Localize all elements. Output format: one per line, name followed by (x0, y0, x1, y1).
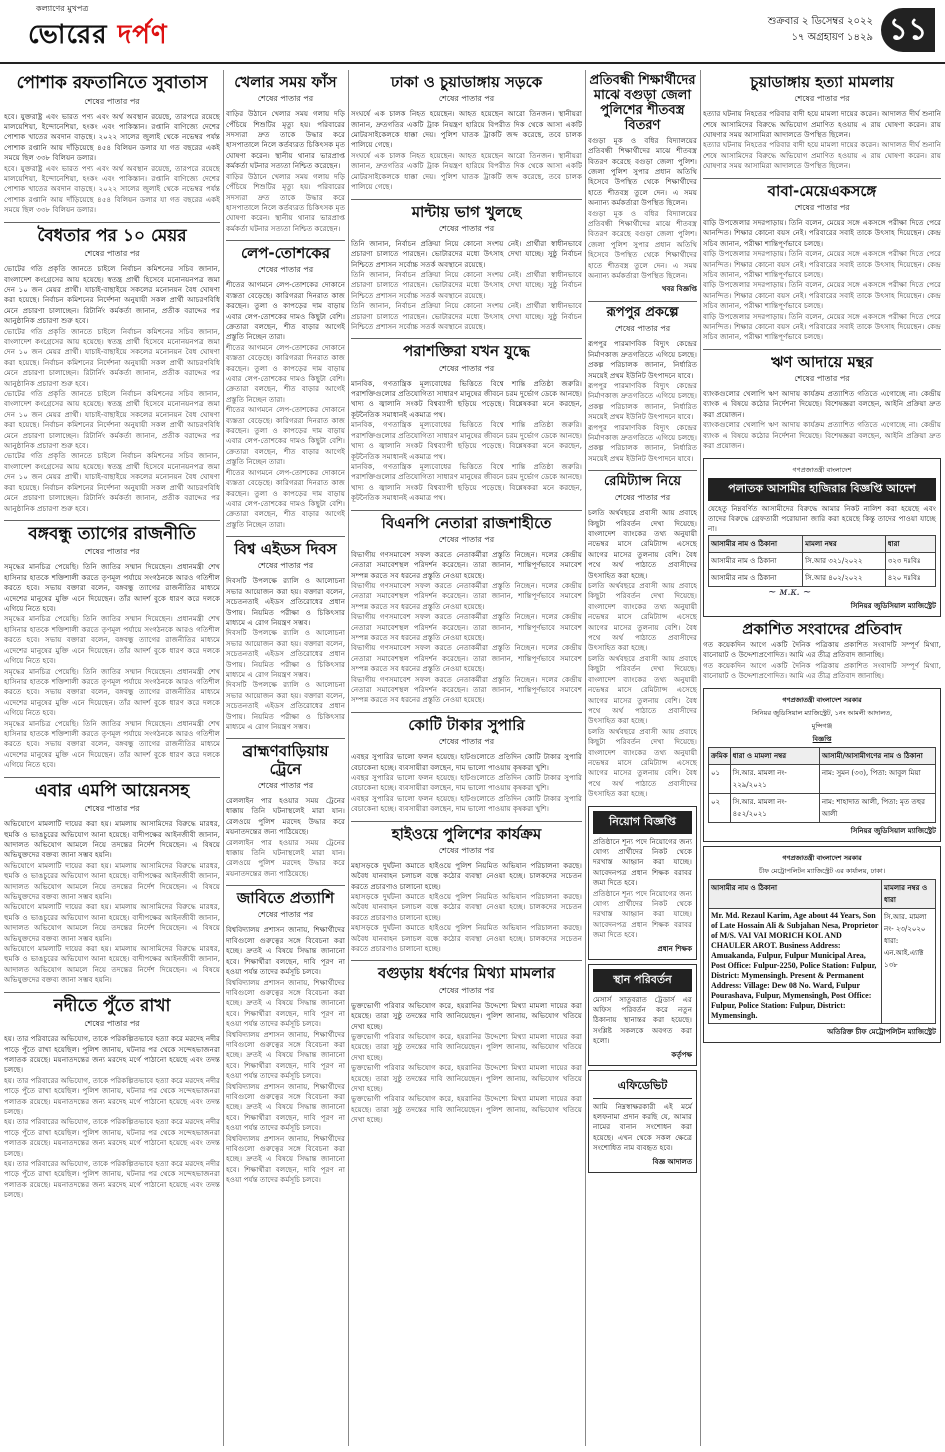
relocation-notice-signature: কর্তৃপক্ষ (671, 1049, 692, 1059)
story-rooppur (588, 306, 697, 464)
story-body: ব্যাংকগুলোর খেলাপি ঋণ আদায় কার্যক্রম প্রত্যাশিত গতিতে এগোচ্ছে না। কেন্দ্রীয় ব্যাংক এ বিষয়ে কঠোর নির্দেশনা দিয়েছে। বিশেষজ্ঞরা বলছেন, আইনি প্রক্রিয়া দ্রুত করা প্রয়োজন। (703, 420, 941, 451)
story-body: হত্যার ঘটনায় নিহতের পরিবার বাদী হয়ে মামলা দায়ের করেন। আদালত দীর্ঘ শুনানি শেষে আসামিদের বিরুদ্ধে অভিযোগ প্রমাণিত হওয়ায় এ রায় ঘোষণা করেন। রায় ঘোষণার সময় আসামিরা আদালতে উপস্থিত ছিলেন। (703, 140, 941, 171)
headline: বাবা-মেয়েএকসঙ্গে (767, 181, 877, 200)
story-body: হয়। তার পরিবারের অভিযোগ, তাকে পরিকল্পিতভাবে হত্যা করে মরদেহ নদীর পাড়ে পুঁতে রাখা হয়েছিল। পুলিশ জানায়, ঘটনার পর থেকে সন্দেহভাজনরা পলাতক রয়েছে। ময়নাতদন্তের জন্য মরদেহ মর্গে পাঠানো হয়েছে এবং তদন্ত চলছে। (4, 1117, 220, 1158)
story-body: গত কয়েকদিন আগে একটি দৈনিক পত্রিকায় প্রকাশিত সংবাদটি সম্পূর্ণ মিথ্যা, বানোয়াট ও উদ্দেশ্যপ্রণোদিত। আমি এর তীব্র প্রতিবাদ জানাচ্ছি। (703, 660, 941, 681)
relocation-notice-title: স্থান পরিবর্তন (593, 969, 692, 992)
story-separator (351, 821, 582, 822)
affidavit-notice-title: এফিডেভিট (593, 1075, 692, 1099)
table-cell: সি.আর. মামলা নং- ২২৯/২০২১ (730, 764, 819, 793)
story-body: অভিযোগে মামলাটি দায়ের করা হয়। মামলায় আসামিদের বিরুদ্ধে মারধর, হুমকি ও ভাঙচুরের অভিযোগ আনা হয়েছে। বাদীপক্ষের আইনজীবী জানান, আদালত অভিযোগ আমলে নিয়ে তদন্তের নির্দেশ দিয়েছেন। এ বিষয়ে অভিযুক্তদের বক্তব্য জানা সম্ভব হয়নি। (4, 902, 220, 943)
story-separator (226, 536, 345, 537)
headline: বগুড়ায় ধর্ষণের মিথ্যা মামলার (377, 964, 556, 983)
story-body: বিশ্ববিদ্যালয় প্রশাসন জানায়, শিক্ষার্থীদের দাবিগুলো গুরুত্বের সঙ্গে বিবেচনা করা হচ্ছে। দ্রুতই এ বিষয়ে সিদ্ধান্ত জানানো হবে। শিক্ষার্থীরা বলছেন, দাবি পূরণ না হওয়া পর্যন্ত তাদের কর্মসূচি চলবে। (226, 925, 345, 977)
story-mayor (4, 227, 220, 514)
continuation-note: শেষের পাতার পর (84, 547, 140, 557)
story-body: বাড়ি উপজেলার সদরপাড়ায়। তিনি বলেন, মেয়ের সঙ্গে একসঙ্গে পরীক্ষা দিতে পেরে আনন্দিত। শিক্ষার কোনো বয়স নেই। পরিবারের সবাই তাকে উৎসাহ দিয়েছেন। কেন্দ্র সচিব জানান, পরীক্ষা শান্তিপূর্ণভাবে চলছে। (703, 311, 941, 342)
story-body: গত কয়েকদিন আগে একটি দৈনিক পত্রিকায় প্রকাশিত সংবাদটি সম্পূর্ণ মিথ্যা, বানোয়াট ও উদ্দেশ্যপ্রণোদিত। আমি এর তীব্র প্রতিবাদ জানাচ্ছি। (703, 639, 941, 660)
story-body: ভোটের গতি প্রকৃতি জানতে চাইলে নির্বাচন কমিশনের সচিব জানান, বাংলাদেশ কংগ্রেসের আয় হয়েছে। স্বতন্ত্র প্রার্থী হিসেবে মনোনয়নপত্র জমা দেন ১০ জন মেয়র প্রার্থী। যাচাই-বাছাইয়ে সকলের মনোনয়ন বৈধ ঘোষণা করা হয়েছে। নির্বাচন কমিশনের নির্দেশনা অনুযায়ী সকল প্রার্থী আচরণবিধি মেনে প্রচারণা চালাচ্ছেন। রিটার্নিং কর্মকর্তা জানান, প্রতীক বরাদ্দের পর আনুষ্ঠানিক প্রচারণা শুরু হবে। (4, 451, 220, 513)
story-garment-export (4, 74, 220, 216)
story-body: ভোটের গতি প্রকৃতি জানতে চাইলে নির্বাচন কমিশনের সচিব জানান, বাংলাদেশ কংগ্রেসের আয় হয়েছে। স্বতন্ত্র প্রার্থী হিসেবে মনোনয়নপত্র জমা দেন ১০ জন মেয়র প্রার্থী। যাচাই-বাছাইয়ে সকলের মনোনয়ন বৈধ ঘোষণা করা হয়েছে। নির্বাচন কমিশনের নির্দেশনা অনুযায়ী সকল প্রার্থী আচরণবিধি মেনে প্রচারণা চালাচ্ছেন। রিটার্নিং কর্মকর্তা জানান, প্রতীক বরাদ্দের পর আনুষ্ঠানিক প্রচারণা শুরু হবে। (4, 264, 220, 326)
story-separator (351, 960, 582, 961)
story-separator (4, 222, 220, 223)
metro-table (708, 879, 936, 1024)
story-bangabandhu (4, 525, 220, 771)
table-header: ধারা ও মামলা নম্বর (730, 747, 819, 764)
continuation-note: শেষের পাতার পর (438, 534, 495, 544)
story-separator (4, 992, 220, 993)
story-body: ভুক্তভোগী পরিবার অভিযোগ করে, হয়রানির উদ্দেশ্যে মিথ্যা মামলা দায়ের করা হয়েছে। তারা সুষ্ঠু তদন্তের দাবি জানিয়েছেন। পুলিশ জানায়, অভিযোগ খতিয়ে দেখা হচ্ছে। (351, 1063, 582, 1093)
continuation-note: শেষের পাতার পর (438, 845, 495, 855)
story-body: সমৃদ্ধের মানচিত্র পেয়েছি। তিনি জাতির সম্মান দিয়েছেন। প্রধানমন্ত্রী শেখ হাসিনার হাতকে শক্তিশালী করতে তৃণমূল পর্যায়ে সংগঠনকে আরও গতিশীল করতে হবে। সভায় বক্তারা বলেন, বঙ্গবন্ধু ত্যাগের রাজনীতির মাধ্যমে এদেশের মানুষের মুক্তি এনে দিয়েছেন। তাঁর আদর্শ বুকে ধারণ করে দলকে এগিয়ে নিতে হবে। (4, 614, 220, 666)
table-row (709, 764, 936, 793)
table-cell: সি.আর. মামলা নং- ৪৫২/২০২১ (730, 793, 819, 822)
story-quilt (226, 245, 345, 530)
headline: ঢাকা ও চুয়াডাঙ্গায় সড়কে (390, 73, 543, 91)
table-cell: আসামীর নাম ও ঠিকানা (709, 552, 803, 569)
court-place: মুন্সিগঞ্জ (811, 721, 833, 730)
newspaper-logo (28, 4, 168, 58)
court-signature: সিনিয়র জুডিসিয়াল ম্যাজিস্ট্রেট (850, 825, 936, 835)
continuation-note: শেষের পাতার পর (438, 985, 495, 995)
headline: নদীতে পুঁতে রাখা (53, 995, 171, 1016)
story-body: হয়। তার পরিবারের অভিযোগ, তাকে পরিকল্পিতভাবে হত্যা করে মরদেহ নদীর পাড়ে পুঁতে রাখা হয়েছিল। পুলিশ জানায়, ঘটনার পর থেকে সন্দেহভাজনরা পলাতক রয়েছে। ময়নাতদন্তের জন্য মরদেহ মর্গে পাঠানো হয়েছে এবং তদন্ত চলছে। (4, 1075, 220, 1117)
court-subheader: সিনিয়র জুডিসিয়াল ম্যাজিস্ট্রেট, ১নং আমলী আদালত, (751, 708, 893, 717)
page-number: ১১ (881, 8, 935, 52)
story-river (4, 997, 220, 1201)
table-row (709, 793, 936, 822)
masthead (0, 0, 945, 64)
story-body: অভিযোগে মামলাটি দায়ের করা হয়। মামলায় আসামিদের বিরুদ্ধে মারধর, হুমকি ও ভাঙচুরের অভিযোগ আনা হয়েছে। বাদীপক্ষের আইনজীবী জানান, আদালত অভিযোগ আমলে নিয়ে তদন্তের নির্দেশ দিয়েছেন। এ বিষয়ে অভিযুক্তদের বক্তব্য জানা সম্ভব হয়নি। (4, 819, 220, 860)
headline: ঋণ আদায়ে মন্থর (771, 352, 873, 371)
table-header: আসামী/আসামীগণের নাম ও ঠিকানা (819, 747, 935, 764)
headline: মান্টায় ভাগ খুলছে (411, 202, 522, 221)
continuation-note: শেষের পাতার পর (84, 1019, 140, 1029)
table-cell: ৪২০ দঃবিঃ (885, 569, 935, 586)
story-body: ভোটের গতি প্রকৃতি জানতে চাইলে নির্বাচন কমিশনের সচিব জানান, বাংলাদেশ কংগ্রেসের আয় হয়েছে। স্বতন্ত্র প্রার্থী হিসেবে মনোনয়নপত্র জমা দেন ১০ জন মেয়র প্রার্থী। যাচাই-বাছাইয়ে সকলের মনোনয়ন বৈধ ঘোষণা করা হয়েছে। নির্বাচন কমিশনের নির্দেশনা অনুযায়ী সকল প্রার্থী আচরণবিধি মেনে প্রচারণা চালাচ্ছেন। রিটার্নিং কর্মকর্তা জানান, প্রতীক বরাদ্দের পর আনুষ্ঠানিক প্রচারণা শুরু হবে। (4, 326, 220, 388)
column-divider (585, 70, 586, 1446)
story-body: বগুড়া মূক ও বধির বিদ্যালয়ের প্রতিবন্ধী শিক্ষার্থীদের মাঝে শীতবস্ত্র বিতরণ করেছে বগুড়া জেলা পুলিশ। জেলা পুলিশ সুপার প্রধান অতিথি হিসেবে উপস্থিত থেকে শিক্ষার্থীদের হাতে শীতবস্ত্র তুলে দেন। এ সময় অন্যান্য কর্মকর্তারা উপস্থিত ছিলেন। (588, 135, 697, 208)
job-notice-body: প্রতিষ্ঠানে শূন্য পদে নিয়োগের জন্য যোগ্য প্রার্থীদের নিকট থেকে দরখাস্ত আহ্বান করা যাচ্ছে। আবেদনপত্র প্রধান শিক্ষক বরাবর জমা দিতে হবে। (593, 836, 692, 888)
story-body: শীতের আগমনে লেপ-তোশকের দোকানে ব্যস্ততা বেড়েছে। কারিগররা দিনরাত কাজ করছেন। তুলা ও কাপড়ের দাম বাড়ায় এবার লেপ-তোশকের দামও কিছুটা বেশি। ক্রেতারা বলছেন, শীত বাড়ার আগেই প্রস্তুতি নিচ্ছেন তারা। (226, 280, 345, 342)
story-body: মানবিক, গণতান্ত্রিক মূল্যবোধের ভিত্তিতে বিশ্বে শান্তি প্রতিষ্ঠা জরুরি। পরাশক্তিগুলোর প্রতিযোগিতা সাধারণ মানুষের জীবনে চরম দুর্ভোগ ডেকে আনছে। খাদ্য ও জ্বালানি সংকট বিশ্বব্যাপী ছড়িয়ে পড়েছে। বিশ্লেষকরা মনে করছেন, কূটনৈতিক সমাধানই একমাত্র পথ। (351, 378, 582, 419)
logo-tagline: কল্যাণের মুখপত্র (36, 4, 89, 13)
headline: বৈধতার পর ১০ মেয়র (37, 225, 187, 246)
headline: পোশাক রফতানিতে সুবাতাস (16, 73, 208, 93)
story-body: রূপপুর পারমাণবিক বিদ্যুৎ কেন্দ্রের নির্মাণকাজ দ্রুতগতিতে এগিয়ে চলছে। প্রকল্প পরিচালক জানান, নির্ধারিত সময়েই প্রথম ইউনিট উৎপাদনে যাবে। (588, 422, 697, 463)
story-body: তিনি জানান, নির্বাচন প্রক্রিয়া নিয়ে কোনো সংশয় নেই। প্রার্থীরা স্বাধীনভাবে প্রচারণা চালাতে পারছেন। ভোটারদের মধ্যে উৎসাহ দেখা যাচ্ছে। সুষ্ঠু নির্বাচন নিশ্চিতে প্রশাসন সর্বোচ্চ সতর্ক অবস্থানে রয়েছে। (351, 301, 582, 331)
story-body: ভুক্তভোগী পরিবার অভিযোগ করে, হয়রানির উদ্দেশ্যে মিথ্যা মামলা দায়ের করা হয়েছে। তারা সুষ্ঠু তদন্তের দাবি জানিয়েছেন। পুলিশ জানায়, অভিযোগ খতিয়ে দেখা হচ্ছে। (351, 1031, 582, 1062)
story-malta (351, 204, 582, 333)
headline: পরাশক্তিরা যখন যুদ্ধে (403, 342, 530, 361)
headline: প্রকাশিত সংবাদের প্রতিবাদ (742, 619, 902, 638)
continuation-note: শেষের পাতার পর (257, 94, 314, 104)
table-header: মামলার নম্বর ও ধারা (882, 879, 936, 908)
story-body: সমৃদ্ধের মানচিত্র পেয়েছি। তিনি জাতির সম্মান দিয়েছেন। প্রধানমন্ত্রী শেখ হাসিনার হাতকে শক্তিশালী করতে তৃণমূল পর্যায়ে সংগঠনকে আরও গতিশীল করতে হবে। সভায় বক্তারা বলেন, বঙ্গবন্ধু ত্যাগের রাজনীতির মাধ্যমে এদেশের মানুষের মুক্তি এনে দিয়েছেন। তাঁর আদর্শ বুকে ধারণ করে দলকে এগিয়ে নিতে হবে। (4, 718, 220, 770)
story-body: বাড়ির উঠানে খেলার সময় গলায় দড়ি পেঁচিয়ে শিশুটির মৃত্যু হয়। পরিবারের সদস্যরা দ্রুত তাকে উদ্ধার করে হাসপাতালে নিলে কর্তব্যরত চিকিৎসক মৃত ঘোষণা করেন। স্থানীয় থানার ভারপ্রাপ্ত কর্মকর্তা ঘটনার সত্যতা নিশ্চিত করেছেন। (226, 109, 345, 171)
story-body: বিভাগীয় গণসমাবেশ সফল করতে নেতাকর্মীরা প্রস্তুতি নিচ্ছেন। দলের কেন্দ্রীয় নেতারা সমাবেশস্থল পরিদর্শন করেছেন। তারা জানান, শান্তিপূর্ণভাবে সমাবেশ সম্পন্ন করতে সব ধরনের প্রস্তুতি নেওয়া হয়েছে। (351, 674, 582, 705)
logo-part2: দর্পণ (117, 20, 168, 50)
story-aids-day (226, 541, 345, 732)
story-separator (703, 349, 941, 350)
story-body: শীতের আগমনে লেপ-তোশকের দোকানে ব্যস্ততা বেড়েছে। কারিগররা দিনরাত কাজ করছেন। তুলা ও কাপড়ের দাম বাড়ায় এবার লেপ-তোশকের দামও কিছুটা বেশি। ক্রেতারা বলছেন, শীত বাড়ার আগেই প্রস্তুতি নিচ্ছেন তারা। (226, 467, 345, 529)
metro-subheader: চীফ মেট্রোপলিটন ম্যাজিস্ট্রেট এর কার্যালয়, ঢাকা। (758, 866, 886, 875)
job-notice-title: নিয়োগ বিজ্ঞপ্তি (593, 811, 692, 834)
court-header: গণপ্রজাতন্ত্রী বাংলাদেশ সরকার (782, 695, 862, 704)
story-separator (351, 199, 582, 200)
story-loan-recovery (703, 354, 941, 452)
story-body: চলতি অর্থবছরে প্রবাসী আয় প্রবাহে কিছুটা পরিবর্তন দেখা দিয়েছে। বাংলাদেশ ব্যাংকের তথ্য অনুযায়ী নভেম্বর মাসে রেমিট্যান্স এসেছে আগের মাসের তুলনায় বেশি। বৈধ পথে অর্থ পাঠাতে প্রবাসীদের উৎসাহিত করা হচ্ছে। (588, 581, 697, 653)
column-4 (588, 70, 697, 1446)
continuation-note: শেষের পাতার পর (438, 94, 495, 104)
story-separator (226, 885, 345, 886)
table-cell: ০১ (709, 764, 731, 793)
table-row (709, 552, 936, 569)
story-body: বিভাগীয় গণসমাবেশ সফল করতে নেতাকর্মীরা প্রস্তুতি নিচ্ছেন। দলের কেন্দ্রীয় নেতারা সমাবেশস্থল পরিদর্শন করেছেন। তারা জানান, শান্তিপূর্ণভাবে সমাবেশ সম্পন্ন করতে সব ধরনের প্রস্তুতি নেওয়া হয়েছে। (351, 643, 582, 674)
story-body: দিবসটি উপলক্ষে র‌্যালি ও আলোচনা সভার আয়োজন করা হয়। বক্তারা বলেন, সচেতনতাই এইডস প্রতিরোধের প্রধান উপায়। নিয়মিত পরীক্ষা ও চিকিৎসার মাধ্যমে এ রোগ নিয়ন্ত্রণ সম্ভব। (226, 680, 345, 732)
notice-body: যেহেতু নিম্নবর্ণিত আসামীদের বিরুদ্ধে আমার নিকট নালিশ করা হয়েছে এবং তাদের বিরুদ্ধে গ্রেফতারী পরোয়ানা জারি করা হয়েছে কিন্তু তাদের পাওয়া যাচ্ছে না। (708, 503, 936, 534)
story-remittance (588, 475, 697, 799)
story-separator (351, 712, 582, 713)
continuation-note: শেষের পাতার পর (84, 804, 140, 814)
handwritten-signature: ~ ᴍ.ᴋ. ~ (768, 586, 812, 598)
continuation-note: শেষের পাতার পর (257, 265, 314, 275)
continuation-note: শেষের পাতার পর (257, 561, 314, 571)
story-body: মানবিক, গণতান্ত্রিক মূল্যবোধের ভিত্তিতে বিশ্বে শান্তি প্রতিষ্ঠা জরুরি। পরাশক্তিগুলোর প্রতিযোগিতা সাধারণ মানুষের জীবনে চরম দুর্ভোগ ডেকে আনছে। খাদ্য ও জ্বালানি সংকট বিশ্বব্যাপী ছড়িয়ে পড়েছে। বিশ্লেষকরা মনে করছেন, কূটনৈতিক সমাধানই একমাত্র পথ। (351, 461, 582, 503)
column-2 (226, 70, 345, 1446)
column-5 (703, 70, 941, 1446)
story-false-case (351, 965, 582, 1125)
story-body: রেললাইন পার হওয়ার সময় ট্রেনের ধাক্কায় তিনি ঘটনাস্থলেই মারা যান। রেলওয়ে পুলিশ মরদেহ উদ্ধার করে ময়নাতদন্তের জন্য পাঠিয়েছে। (226, 837, 345, 878)
table-cell: নাম: সুমন (৩৩), পিতা: আবুল মিয়া (819, 764, 935, 793)
affidavit-notice-signature: বিজ্ঞ আদালত (652, 1156, 692, 1166)
column-divider (348, 70, 349, 1446)
headline: বিএনপি নেতারা রাজশাহীতে (381, 513, 552, 532)
story-body: এবছর সুপারির ভালো ফলন হয়েছে। হাটগুলোতে প্রতিদিন কোটি টাকার সুপারি বেচাকেনা হচ্ছে। ব্যবসায়ীরা বলছেন, দাম ভালো পাওয়ায় কৃষকরা খুশি। (351, 772, 582, 793)
story-separator (226, 240, 345, 241)
continuation-note: শেষের পাতার পর (794, 202, 850, 212)
story-superpowers (351, 343, 582, 503)
affidavit-notice (588, 1070, 697, 1173)
column-3 (351, 70, 582, 1446)
story-body: বিশ্ববিদ্যালয় প্রশাসন জানায়, শিক্ষার্থীদের দাবিগুলো গুরুত্বের সঙ্গে বিবেচনা করা হচ্ছে। দ্রুতই এ বিষয়ে সিদ্ধান্ত জানানো হবে। শিক্ষার্থীরা বলছেন, দাবি পূরণ না হওয়া পর্যন্ত তাদের কর্মসূচি চলবে। (226, 1081, 345, 1133)
story-body: হবে। যুক্তরাষ্ট্র এবং ভারত পণ্য এবং অর্থ অবস্থান রয়েছে, তারপরে রয়েছে মালয়েশিয়া, ইন্দোনেশিয়া, হংকং এবং পাকিস্তান। রপ্তানি বাণিজ্যে দেশের পোশাক খাতের অবদান বাড়ছে। ২০২২ সালের জুলাই থেকে নভেম্বর পর্যন্ত পোশাক রপ্তানি আয় দাঁড়িয়েছে ৪৫৪ বিলিয়ন ডলার যা গত বছরের একই সময়ে ছিল ৩৩৮ বিলিয়ন ডলার। (4, 163, 220, 215)
table-cell: সি.আর. মামলা নং- ২৩/২০২০ ধারা: এন.আই.এ্যাক্ট ১৩৮ (882, 908, 936, 1023)
story-body: বাড়ি উপজেলার সদরপাড়ায়। তিনি বলেন, মেয়ের সঙ্গে একসঙ্গে পরীক্ষা দিতে পেরে আনন্দিত। শিক্ষার কোনো বয়স নেই। পরিবারের সবাই তাকে উৎসাহ দিয়েছেন। কেন্দ্র সচিব জানান, পরীক্ষা শান্তিপূর্ণভাবে চলছে। (703, 280, 941, 311)
absconding-accused-notice (703, 458, 941, 617)
table-header: আসামীর নাম ও ঠিকানা (709, 535, 803, 552)
headline: বিশ্ব এইডস দিবস (234, 540, 337, 559)
story-body: ভোটের গতি প্রকৃতি জানতে চাইলে নির্বাচন কমিশনের সচিব জানান, বাংলাদেশ কংগ্রেসের আয় হয়েছে। স্বতন্ত্র প্রার্থী হিসেবে মনোনয়নপত্র জমা দেন ১০ জন মেয়র প্রার্থী। যাচাই-বাছাইয়ে সকলের মনোনয়ন বৈধ ঘোষণা করা হয়েছে। নির্বাচন কমিশনের নির্দেশনা অনুযায়ী সকল প্রার্থী আচরণবিধি মেনে প্রচারণা চালাচ্ছেন। রিটার্নিং কর্মকর্তা জানান, প্রতীক বরাদ্দের পর আনুষ্ঠানিক প্রচারণা শুরু হবে। (4, 389, 220, 451)
story-body: বাড়ি উপজেলার সদরপাড়ায়। তিনি বলেন, মেয়ের সঙ্গে একসঙ্গে পরীক্ষা দিতে পেরে আনন্দিত। শিক্ষার কোনো বয়স নেই। পরিবারের সবাই তাকে উৎসাহ দিয়েছেন। কেন্দ্র সচিব জানান, পরীক্ষা শান্তিপূর্ণভাবে চলছে। (703, 217, 941, 248)
dateline (768, 14, 873, 46)
story-body: চলতি অর্থবছরে প্রবাসী আয় প্রবাহে কিছুটা পরিবর্তন দেখা দিয়েছে। বাংলাদেশ ব্যাংকের তথ্য অনুযায়ী নভেম্বর মাসে রেমিট্যান্স এসেছে আগের মাসের তুলনায় বেশি। বৈধ পথে অর্থ পাঠাতে প্রবাসীদের উৎসাহিত করা হচ্ছে। (588, 726, 697, 799)
story-body: হয়। তার পরিবারের অভিযোগ, তাকে পরিকল্পিতভাবে হত্যা করে মরদেহ নদীর পাড়ে পুঁতে রাখা হয়েছিল। পুলিশ জানায়, ঘটনার পর থেকে সন্দেহভাজনরা পলাতক রয়েছে। ময়নাতদন্তের জন্য মরদেহ মর্গে পাঠানো হয়েছে এবং তদন্ত চলছে। (4, 1034, 220, 1075)
story-body: হত্যার ঘটনায় নিহতের পরিবার বাদী হয়ে মামলা দায়ের করেন। আদালত দীর্ঘ শুনানি শেষে আসামিদের বিরুদ্ধে অভিযোগ প্রমাণিত হওয়ায় এ রায় ঘোষণা করেন। রায় ঘোষণার সময় আসামিরা আদালতে উপস্থিত ছিলেন। (703, 109, 941, 140)
notice-header: গণপ্রজাতন্ত্রী বাংলাদেশ (792, 465, 852, 474)
table-cell: সি.আর ৩২১/২০২২ (803, 552, 886, 569)
story-body: হবে। যুক্তরাষ্ট্র এবং ভারত পণ্য এবং অর্থ অবস্থান রয়েছে, তারপরে রয়েছে মালয়েশিয়া, ইন্দোনেশিয়া, হংকং এবং পাকিস্তান। রপ্তানি বাণিজ্যে দেশের পোশাক খাতের অবদান বাড়ছে। ২০২২ সালের জুলাই থেকে নভেম্বর পর্যন্ত পোশাক রপ্তানি আয় দাঁড়িয়েছে ৪৫৪ বিলিয়ন ডলার যা গত বছরের একই সময়ে ছিল ৩৩৮ বিলিয়ন ডলার। (4, 111, 220, 163)
story-body: সংঘর্ষে এক চালক নিহত হয়েছেন। আহত হয়েছেন আরো তিনজন। স্থানীয়রা জানান, দ্রুতগতির একটি ট্রাক নিয়ন্ত্রণ হারিয়ে বিপরীত দিক থেকে আসা একটি মোটরসাইকেলকে ধাক্কা দেয়। পুলিশ ঘাতক ট্রাকটি জব্দ করেছে, তবে চালক পালিয়ে গেছে। (351, 150, 582, 192)
continuation-note: শেষের পাতার পর (794, 94, 850, 104)
continuation-note: শেষের পাতার পর (438, 363, 495, 373)
story-body: সংঘর্ষে এক চালক নিহত হয়েছেন। আহত হয়েছেন আরো তিনজন। স্থানীয়রা জানান, দ্রুতগতির একটি ট্রাক নিয়ন্ত্রণ হারিয়ে বিপরীত দিক থেকে আসা একটি মোটরসাইকেলকে ধাক্কা দেয়। পুলিশ ঘাতক ট্রাকটি জব্দ করেছে, তবে চালক পালিয়ে গেছে। (351, 109, 582, 150)
relocation-notice (588, 964, 697, 1066)
continuation-note: শেষের পাতার পর (794, 374, 850, 384)
story-bnp-rajshahi (351, 515, 582, 706)
continuation-note: শেষের পাতার পর (257, 780, 314, 790)
continuation-note: শেষের পাতার পর (614, 493, 671, 503)
headline: হাইওয়ে পুলিশের কার্যক্রম (391, 824, 542, 843)
story-separator (4, 520, 220, 521)
notice-title: পলাতক আসামীর হাজিরার বিজ্ঞপ্তি আদেশ (708, 478, 936, 501)
headline: রেমিট্যান্স নিয়ে (603, 474, 682, 490)
table-cell: ৩২৩ দঃবিঃ (885, 552, 935, 569)
story-winter-clothes (588, 74, 697, 295)
job-notice-body: প্রতিষ্ঠানে শূন্য পদে নিয়োগের জন্য যোগ্য প্রার্থীদের নিকট থেকে দরখাস্ত আহ্বান করা যাচ্ছে। আবেদনপত্র প্রধান শিক্ষক বরাবর জমা দিতে হবে। (593, 888, 692, 940)
story-body: সমৃদ্ধের মানচিত্র পেয়েছি। তিনি জাতির সম্মান দিয়েছেন। প্রধানমন্ত্রী শেখ হাসিনার হাতকে শক্তিশালী করতে তৃণমূল পর্যায়ে সংগঠনকে আরও গতিশীল করতে হবে। সভায় বক্তারা বলেন, বঙ্গবন্ধু ত্যাগের রাজনীতির মাধ্যমে এদেশের মানুষের মুক্তি এনে দিয়েছেন। তাঁর আদর্শ বুকে ধারণ করে দলকে এগিয়ে নিতে হবে। (4, 562, 220, 614)
news-release-tag: খবর বিজ্ঞপ্তি (661, 284, 697, 294)
story-separator (351, 338, 582, 339)
column-divider (700, 70, 701, 1446)
story-body: রূপপুর পারমাণবিক বিদ্যুৎ কেন্দ্রের নির্মাণকাজ দ্রুতগতিতে এগিয়ে চলছে। প্রকল্প পরিচালক জানান, নির্ধারিত সময়েই প্রথম ইউনিট উৎপাদনে যাবে। (588, 339, 697, 380)
notice-signature: সিনিয়র জুডিসিয়াল ম্যাজিস্ট্রেট (850, 600, 936, 610)
table-header: ধারা (885, 535, 935, 552)
table-cell: আসামীর নাম ও ঠিকানা (709, 569, 803, 586)
column-divider (223, 70, 224, 1446)
court-label: বিজ্ঞপ্তি (812, 734, 832, 743)
table-header: আসামীর নাম ও ঠিকানা (709, 879, 882, 908)
story-separator (703, 178, 941, 179)
headline: এবার এমপি আয়েনসহ (34, 780, 190, 801)
table-row (709, 569, 936, 586)
story-jabi (226, 890, 345, 1185)
story-body: অভিযোগে মামলাটি দায়ের করা হয়। মামলায় আসামিদের বিরুদ্ধে মারধর, হুমকি ও ভাঙচুরের অভিযোগ আনা হয়েছে। বাদীপক্ষের আইনজীবী জানান, আদালত অভিযোগ আমলে নিয়ে তদন্তের নির্দেশ দিয়েছেন। এ বিষয়ে অভিযুক্তদের বক্তব্য জানা সম্ভব হয়নি। (4, 944, 220, 985)
accused-table (708, 535, 936, 587)
story-body: তিনি জানান, নির্বাচন প্রক্রিয়া নিয়ে কোনো সংশয় নেই। প্রার্থীরা স্বাধীনভাবে প্রচারণা চালাতে পারছেন। ভোটারদের মধ্যে উৎসাহ দেখা যাচ্ছে। সুষ্ঠু নির্বাচন নিশ্চিতে প্রশাসন সর্বোচ্চ সতর্ক অবস্থানে রয়েছে। (351, 238, 582, 269)
story-body: বিভাগীয় গণসমাবেশ সফল করতে নেতাকর্মীরা প্রস্তুতি নিচ্ছেন। দলের কেন্দ্রীয় নেতারা সমাবেশস্থল পরিদর্শন করেছেন। তারা জানান, শান্তিপূর্ণভাবে সমাবেশ সম্পন্ন করতে সব ধরনের প্রস্তুতি নেওয়া হয়েছে। (351, 612, 582, 643)
story-body: দিবসটি উপলক্ষে র‌্যালি ও আলোচনা সভার আয়োজন করা হয়। বক্তারা বলেন, সচেতনতাই এইডস প্রতিরোধের প্রধান উপায়। নিয়মিত পরীক্ষা ও চিকিৎসার মাধ্যমে এ রোগ নিয়ন্ত্রণ সম্ভব। (226, 628, 345, 680)
story-body: রেললাইন পার হওয়ার সময় ট্রেনের ধাক্কায় তিনি ঘটনাস্থলেই মারা যান। রেলওয়ে পুলিশ মরদেহ উদ্ধার করে ময়নাতদন্তের জন্য পাঠিয়েছে। (226, 795, 345, 837)
story-body: হয়। তার পরিবারের অভিযোগ, তাকে পরিকল্পিতভাবে হত্যা করে মরদেহ নদীর পাড়ে পুঁতে রাখা হয়েছিল। পুলিশ জানায়, ঘটনার পর থেকে সন্দেহভাজনরা পলাতক রয়েছে। ময়নাতদন্তের জন্য মরদেহ মর্গে পাঠানো হয়েছে এবং তদন্ত চলছে। (4, 1159, 220, 1200)
headline: চুয়াডাঙ্গায় হত্যা মামলায় (750, 73, 894, 91)
metro-header: গণপ্রজাতন্ত্রী বাংলাদেশ সরকার (782, 853, 862, 862)
story-body: রূপপুর পারমাণবিক বিদ্যুৎ কেন্দ্রের নির্মাণকাজ দ্রুতগতিতে এগিয়ে চলছে। প্রকল্প পরিচালক জানান, নির্ধারিত সময়েই প্রথম ইউনিট উৎপাদনে যাবে। (588, 381, 697, 422)
metro-signature: অতিরিক্ত চীফ মেট্রোপলিটন ম্যাজিস্ট্রেট (827, 1026, 936, 1036)
story-body: ব্যাংকগুলোর খেলাপি ঋণ আদায় কার্যক্রম প্রত্যাশিত গতিতে এগোচ্ছে না। কেন্দ্রীয় ব্যাংক এ বিষয়ে কঠোর নির্দেশনা দিয়েছে। বিশেষজ্ঞরা বলছেন, আইনি প্রক্রিয়া দ্রুত করা প্রয়োজন। (703, 389, 941, 419)
story-body: শীতের আগমনে লেপ-তোশকের দোকানে ব্যস্ততা বেড়েছে। কারিগররা দিনরাত কাজ করছেন। তুলা ও কাপড়ের দাম বাড়ায় এবার লেপ-তোশকের দামও কিছুটা বেশি। ক্রেতারা বলছেন, শীত বাড়ার আগেই প্রস্তুতি নিচ্ছেন তারা। (226, 405, 345, 467)
table-cell: Mr. Md. Rezaul Karim, Age about 44 Years, Son of Late Hossain Ali & Subjahan Nesa, Proprietor of M/S. VAI VAI MORICH KOL AND CHAULER AROT. Business Address: Amuakanda, Fulpur, Fulpur Municipal Area, Post Office: Fulpur-2250, Police Station: Fulpur, District: Mymensingh. Present & Permanent Address: Village: Dew 08 No. Ward, Fulpur Pourashava, Fulpur, Mymensingh, Post Office: Fulpur, Police Station: Fulpur, District: Mymensingh. (709, 908, 882, 1023)
story-body: শীতের আগমনে লেপ-তোশকের দোকানে ব্যস্ততা বেড়েছে। কারিগররা দিনরাত কাজ করছেন। তুলা ও কাপড়ের দাম বাড়ায় এবার লেপ-তোশকের দামও কিছুটা বেশি। ক্রেতারা বলছেন, শীত বাড়ার আগেই প্রস্তুতি নিচ্ছেন তারা। (226, 342, 345, 404)
story-body: ভুক্তভোগী পরিবার অভিযোগ করে, হয়রানির উদ্দেশ্যে মিথ্যা মামলা দায়ের করা হয়েছে। তারা সুষ্ঠু তদন্তের দাবি জানিয়েছেন। পুলিশ জানায়, অভিযোগ খতিয়ে দেখা হচ্ছে। (351, 1000, 582, 1031)
relocation-notice-body: মেসার্স সাতুবরাত ট্রেডার্স এর অফিস পরিবর্তন করে নতুন ঠিকানায় স্থানান্তর করা হয়েছে। সংশ্লিষ্ট সকলকে অবগত করা হলো। (593, 994, 692, 1046)
story-body: বাড়ি উপজেলার সদরপাড়ায়। তিনি বলেন, মেয়ের সঙ্গে একসঙ্গে পরীক্ষা দিতে পেরে আনন্দিত। শিক্ষার কোনো বয়স নেই। পরিবারের সবাই তাকে উৎসাহ দিয়েছেন। কেন্দ্র সচিব জানান, পরীক্ষা শান্তিপূর্ণভাবে চলছে। (703, 249, 941, 279)
story-body: বিশ্ববিদ্যালয় প্রশাসন জানায়, শিক্ষার্থীদের দাবিগুলো গুরুত্বের সঙ্গে বিবেচনা করা হচ্ছে। দ্রুতই এ বিষয়ে সিদ্ধান্ত জানানো হবে। শিক্ষার্থীরা বলছেন, দাবি পূরণ না হওয়া পর্যন্ত তাদের কর্মসূচি চলবে। (226, 1029, 345, 1081)
story-father-daughter (703, 183, 941, 343)
story-separator (588, 301, 697, 302)
story-play-noose (226, 74, 345, 234)
story-body: দিবসটি উপলক্ষে র‌্যালি ও আলোচনা সভার আয়োজন করা হয়। বক্তারা বলেন, সচেতনতাই এইডস প্রতিরোধের প্রধান উপায়। নিয়মিত পরীক্ষা ও চিকিৎসার মাধ্যমে এ রোগ নিয়ন্ত্রণ সম্ভব। (226, 576, 345, 627)
story-road-accident (351, 74, 582, 193)
logo-part1: ভোরের (28, 20, 108, 50)
date-bangla: ১৭ অগ্রহায়ণ ১৪২৯ (791, 32, 873, 43)
table-cell: সি.আর ৪০২/২০২২ (803, 569, 886, 586)
story-body: মহাসড়কে দুর্ঘটনা কমাতে হাইওয়ে পুলিশ নিয়মিত অভিযান পরিচালনা করছে। অবৈধ যানবাহন চলাচল বন্ধে কঠোর ব্যবস্থা নেওয়া হচ্ছে। চালকদের সচেতন করতে প্রচারণাও চালানো হচ্ছে। (351, 923, 582, 954)
story-body: তিনি জানান, নির্বাচন প্রক্রিয়া নিয়ে কোনো সংশয় নেই। প্রার্থীরা স্বাধীনভাবে প্রচারণা চালাতে পারছেন। ভোটারদের মধ্যে উৎসাহ দেখা যাচ্ছে। সুষ্ঠু নির্বাচন নিশ্চিতে প্রশাসন সর্বোচ্চ সতর্ক অবস্থানে রয়েছে। (351, 269, 582, 300)
story-body: মানবিক, গণতান্ত্রিক মূল্যবোধের ভিত্তিতে বিশ্বে শান্তি প্রতিষ্ঠা জরুরি। পরাশক্তিগুলোর প্রতিযোগিতা সাধারণ মানুষের জীবনে চরম দুর্ভোগ ডেকে আনছে। খাদ্য ও জ্বালানি সংকট বিশ্বব্যাপী ছড়িয়ে পড়েছে। বিশ্লেষকরা মনে করছেন, কূটনৈতিক সমাধানই একমাত্র পথ। (351, 420, 582, 461)
date-gregorian: শুক্রবার ২ ডিসেম্বর ২০২২ (767, 16, 873, 27)
continuation-note: শেষের পাতার পর (84, 96, 140, 106)
story-protest (703, 621, 941, 682)
story-body: এবছর সুপারির ভালো ফলন হয়েছে। হাটগুলোতে প্রতিদিন কোটি টাকার সুপারি বেচাকেনা হচ্ছে। ব্যবসায়ীরা বলছেন, দাম ভালো পাওয়ায় কৃষকরা খুশি। (351, 752, 582, 772)
story-body: চলতি অর্থবছরে প্রবাসী আয় প্রবাহে কিছুটা পরিবর্তন দেখা দিয়েছে। বাংলাদেশ ব্যাংকের তথ্য অনুযায়ী নভেম্বর মাসে রেমিট্যান্স এসেছে আগের মাসের তুলনায় বেশি। বৈধ পথে অর্থ পাঠাতে প্রবাসীদের উৎসাহিত করা হচ্ছে। (588, 508, 697, 580)
story-body: বিশ্ববিদ্যালয় প্রশাসন জানায়, শিক্ষার্থীদের দাবিগুলো গুরুত্বের সঙ্গে বিবেচনা করা হচ্ছে। দ্রুতই এ বিষয়ে সিদ্ধান্ত জানানো হবে। শিক্ষার্থীরা বলছেন, দাবি পূরণ না হওয়া পর্যন্ত তাদের কর্মসূচি চলবে। (226, 1133, 345, 1185)
table-cell: ০২ (709, 793, 731, 822)
story-body: বিভাগীয় গণসমাবেশ সফল করতে নেতাকর্মীরা প্রস্তুতি নিচ্ছেন। দলের কেন্দ্রীয় নেতারা সমাবেশস্থল পরিদর্শন করেছেন। তারা জানান, শান্তিপূর্ণভাবে সমাবেশ সম্পন্ন করতে সব ধরনের প্রস্তুতি নেওয়া হয়েছে। (351, 581, 582, 611)
story-body: সমৃদ্ধের মানচিত্র পেয়েছি। তিনি জাতির সম্মান দিয়েছেন। প্রধানমন্ত্রী শেখ হাসিনার হাতকে শক্তিশালী করতে তৃণমূল পর্যায়ে সংগঠনকে আরও গতিশীল করতে হবে। সভায় বক্তারা বলেন, বঙ্গবন্ধু ত্যাগের রাজনীতির মাধ্যমে এদেশের মানুষের মুক্তি এনে দিয়েছেন। তাঁর আদর্শ বুকে ধারণ করে দলকে এগিয়ে নিতে হবে। (4, 666, 220, 718)
headline: ব্রাহ্মণবাড়িয়ায় ট্রেনে (242, 742, 329, 778)
headline: খেলার সময় ফাঁস (234, 73, 337, 91)
story-body: অভিযোগে মামলাটি দায়ের করা হয়। মামলায় আসামিদের বিরুদ্ধে মারধর, হুমকি ও ভাঙচুরের অভিযোগ আনা হয়েছে। বাদীপক্ষের আইনজীবী জানান, আদালত অভিযোগ আমলে নিয়ে তদন্তের নির্দেশ দিয়েছেন। এ বিষয়ে অভিযুক্তদের বক্তব্য জানা সম্ভব হয়নি। (4, 860, 220, 901)
affidavit-notice-body: আমি নিম্নস্বাক্ষরকারী এই মর্মে হলফনামা প্রদান করছি যে, আমার নামের বানান সংশোধন করা হয়েছে। এখন থেকে সকল ক্ষেত্রে সংশোধিত নাম ব্যবহৃত হবে। (593, 1101, 692, 1153)
headline: লেপ-তোশকের (240, 244, 330, 263)
story-highway-police (351, 826, 582, 955)
court-table (708, 747, 936, 823)
story-chuadanga-murder (703, 74, 941, 172)
continuation-note: শেষের পাতার পর (438, 737, 495, 747)
story-separator (4, 777, 220, 778)
job-notice (588, 806, 697, 960)
story-body: বগুড়া মূক ও বধির বিদ্যালয়ের প্রতিবন্ধী শিক্ষার্থীদের মাঝে শীতবস্ত্র বিতরণ করেছে বগুড়া জেলা পুলিশ। জেলা পুলিশ সুপার প্রধান অতিথি হিসেবে উপস্থিত থেকে শিক্ষার্থীদের হাতে শীতবস্ত্র তুলে দেন। এ সময় অন্যান্য কর্মকর্তারা উপস্থিত ছিলেন। (588, 208, 697, 281)
story-mp (4, 782, 220, 986)
headline: বঙ্গবন্ধু ত্যাগের রাজনীতি (28, 523, 196, 544)
story-body: বাড়ির উঠানে খেলার সময় গলায় দড়ি পেঁচিয়ে শিশুটির মৃত্যু হয়। পরিবারের সদস্যরা দ্রুত তাকে উদ্ধার করে হাসপাতালে নিলে কর্তব্যরত চিকিৎসক মৃত ঘোষণা করেন। স্থানীয় থানার ভারপ্রাপ্ত কর্মকর্তা ঘটনার সত্যতা নিশ্চিত করেছেন। (226, 171, 345, 233)
table-header: মামলা নম্বর (803, 535, 886, 552)
table-row (709, 908, 936, 1023)
continuation-note: শেষের পাতার পর (438, 223, 495, 233)
headline: কোটি টাকার সুপারি (408, 715, 525, 734)
table-header: ক্রমিক (709, 747, 731, 764)
story-separator (226, 738, 345, 739)
headline: জাবিতে প্রত্যাশি (236, 889, 335, 908)
court-notice (703, 688, 941, 842)
story-body: চলতি অর্থবছরে প্রবাসী আয় প্রবাহে কিছুটা পরিবর্তন দেখা দিয়েছে। বাংলাদেশ ব্যাংকের তথ্য অনুযায়ী নভেম্বর মাসে রেমিট্যান্স এসেছে আগের মাসের তুলনায় বেশি। বৈধ পথে অর্থ পাঠাতে প্রবাসীদের উৎসাহিত করা হচ্ছে। (588, 653, 697, 726)
story-body: মহাসড়কে দুর্ঘটনা কমাতে হাইওয়ে পুলিশ নিয়মিত অভিযান পরিচালনা করছে। অবৈধ যানবাহন চলাচল বন্ধে কঠোর ব্যবস্থা নেওয়া হচ্ছে। চালকদের সচেতন করতে প্রচারণাও চালানো হচ্ছে। (351, 892, 582, 922)
story-body: বিশ্ববিদ্যালয় প্রশাসন জানায়, শিক্ষার্থীদের দাবিগুলো গুরুত্বের সঙ্গে বিবেচনা করা হচ্ছে। দ্রুতই এ বিষয়ে সিদ্ধান্ত জানানো হবে। শিক্ষার্থীরা বলছেন, দাবি পূরণ না হওয়া পর্যন্ত তাদের কর্মসূচি চলবে। (226, 977, 345, 1029)
story-body: ভুক্তভোগী পরিবার অভিযোগ করে, হয়রানির উদ্দেশ্যে মিথ্যা মামলা দায়ের করা হয়েছে। তারা সুষ্ঠু তদন্তের দাবি জানিয়েছেন। পুলিশ জানায়, অভিযোগ খতিয়ে দেখা হচ্ছে। (351, 1094, 582, 1125)
column-1 (4, 70, 220, 1446)
headline: প্রতিবন্ধী শিক্ষার্থীদের মাঝে বগুড়া জেলা পুলিশের শীতবস্ত্র বিতরণ (589, 73, 696, 133)
story-body: বিভাগীয় গণসমাবেশ সফল করতে নেতাকর্মীরা প্রস্তুতি নিচ্ছেন। দলের কেন্দ্রীয় নেতারা সমাবেশস্থল পরিদর্শন করেছেন। তারা জানান, শান্তিপূর্ণভাবে সমাবেশ সম্পন্ন করতে সব ধরনের প্রস্তুতি নেওয়া হয়েছে। (351, 549, 582, 580)
story-separator (351, 510, 582, 511)
continuation-note: শেষের পাতার পর (257, 910, 314, 920)
metro-court-notice (703, 846, 941, 1043)
story-train (226, 743, 345, 879)
story-betel-nut (351, 717, 582, 815)
table-cell: নাম: শাহাদাত আলী, পিতা: মৃত তহুর আলী (819, 793, 935, 822)
continuation-note: শেষের পাতার পর (84, 249, 140, 259)
story-separator (588, 470, 697, 471)
story-body: এবছর সুপারির ভালো ফলন হয়েছে। হাটগুলোতে প্রতিদিন কোটি টাকার সুপারি বেচাকেনা হচ্ছে। ব্যবসায়ীরা বলছেন, দাম ভালো পাওয়ায় কৃষকরা খুশি। (351, 793, 582, 814)
continuation-note: শেষের পাতার পর (614, 324, 671, 334)
job-notice-signature: প্রধান শিক্ষক (657, 943, 692, 953)
story-body: মহাসড়কে দুর্ঘটনা কমাতে হাইওয়ে পুলিশ নিয়মিত অভিযান পরিচালনা করছে। অবৈধ যানবাহন চলাচল বন্ধে কঠোর ব্যবস্থা নেওয়া হচ্ছে। চালকদের সচেতন করতে প্রচারণাও চালানো হচ্ছে। (351, 860, 582, 891)
headline: রূপপুর প্রকল্পে (606, 305, 679, 321)
